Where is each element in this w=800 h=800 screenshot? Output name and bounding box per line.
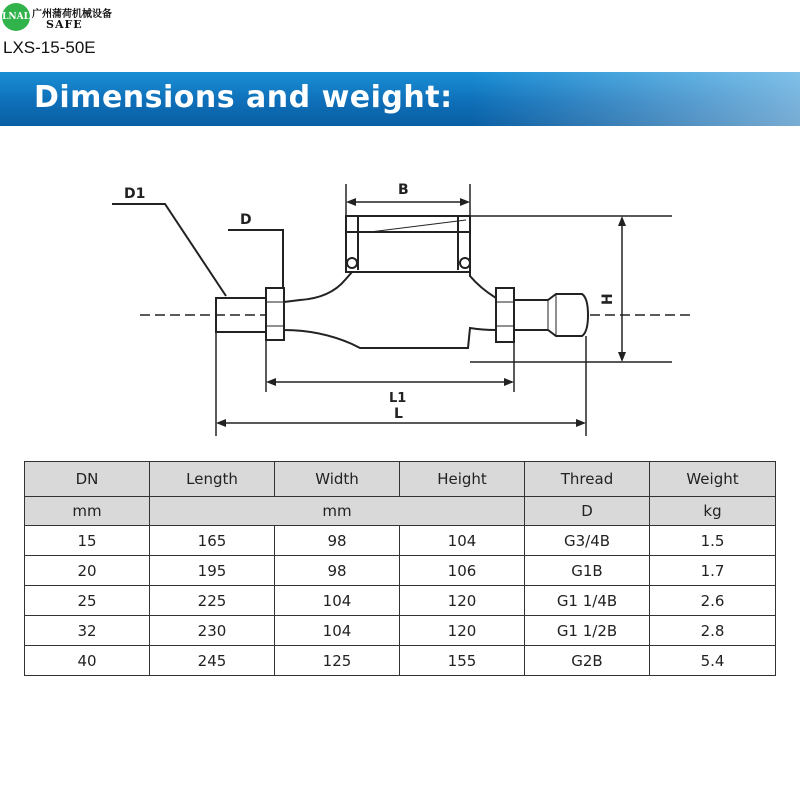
cell-dn: 15 [25, 526, 150, 556]
unit-dn: mm [25, 497, 150, 526]
right-connector [514, 294, 588, 336]
logo-badge: LNAL [2, 3, 30, 31]
cell-weight: 2.6 [650, 586, 776, 616]
table-row [25, 616, 776, 646]
cell-width: 98 [275, 556, 400, 586]
header-weight: Weight [650, 462, 776, 497]
d1-leader [112, 204, 226, 296]
header-length: Length [150, 462, 275, 497]
company-logo [2, 3, 132, 31]
left-screw [347, 258, 357, 268]
label-d: D [240, 212, 252, 228]
label-l1: L1 [389, 391, 407, 406]
table-row [25, 646, 776, 676]
company-name-cn: 广州蒲荷机械设备 [32, 9, 112, 20]
unit-dimensions: mm [150, 497, 525, 526]
cell-weight: 1.7 [650, 556, 776, 586]
label-b: B [398, 182, 409, 198]
header-width: Width [275, 462, 400, 497]
cell-length: 225 [150, 586, 275, 616]
meter-body [284, 268, 496, 348]
right-screw [460, 258, 470, 268]
cell-width: 104 [275, 586, 400, 616]
cell-length: 165 [150, 526, 275, 556]
cell-thread: G1 1/4B [525, 586, 650, 616]
left-nut [266, 288, 284, 340]
cell-height: 120 [400, 616, 525, 646]
cell-weight: 1.5 [650, 526, 776, 556]
cell-length: 245 [150, 646, 275, 676]
table-units-row [25, 497, 776, 526]
d-leader [228, 230, 283, 288]
cell-height: 120 [400, 586, 525, 616]
cell-dn: 20 [25, 556, 150, 586]
cell-dn: 25 [25, 586, 150, 616]
section-banner [0, 72, 800, 126]
cell-length: 230 [150, 616, 275, 646]
header-dn: DN [25, 462, 150, 497]
model-number: LXS-15-50E [3, 38, 96, 57]
banner-highlight [470, 72, 800, 126]
cell-weight: 5.4 [650, 646, 776, 676]
label-d1: D1 [124, 186, 146, 202]
cell-thread: G1B [525, 556, 650, 586]
dimension-drawing [0, 170, 800, 440]
cell-height: 106 [400, 556, 525, 586]
unit-thread: D [525, 497, 650, 526]
cell-width: 98 [275, 526, 400, 556]
table-row [25, 586, 776, 616]
cell-dn: 40 [25, 646, 150, 676]
header-height: Height [400, 462, 525, 497]
cell-thread: G3/4B [525, 526, 650, 556]
cell-length: 195 [150, 556, 275, 586]
header-thread: Thread [525, 462, 650, 497]
company-name-en: SAFE [46, 18, 83, 31]
label-l: L [394, 406, 403, 422]
unit-weight: kg [650, 497, 776, 526]
cell-width: 125 [275, 646, 400, 676]
label-h: H [600, 293, 616, 305]
right-nut [496, 288, 514, 342]
cell-weight: 2.8 [650, 616, 776, 646]
cell-width: 104 [275, 616, 400, 646]
table-header-row [25, 462, 776, 497]
register-head [346, 216, 470, 272]
table-row [25, 556, 776, 586]
table-row [25, 526, 776, 556]
cell-height: 155 [400, 646, 525, 676]
section-title: Dimensions and weight: [34, 80, 453, 115]
cell-thread: G1 1/2B [525, 616, 650, 646]
cell-thread: G2B [525, 646, 650, 676]
cell-dn: 32 [25, 616, 150, 646]
cell-height: 104 [400, 526, 525, 556]
dimensions-table [24, 461, 776, 676]
